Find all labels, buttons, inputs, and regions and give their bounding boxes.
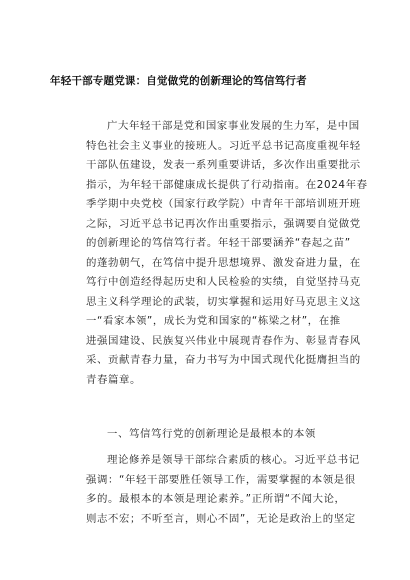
paragraph-line: 之际，习近平总书记再次作出重要指示，强调要自觉做党	[86, 217, 361, 230]
paragraph-line: 进强国建设、民族复兴伟业中展现青春作为、彰显青春风	[86, 334, 361, 347]
paragraph-1	[86, 117, 368, 390]
paragraph-line: 指示，为年轻干部健康成长提供了行动指南。在2024年春	[86, 178, 368, 191]
paragraph-line: 采、贡献青春力量，奋力书写为中国式现代化挺膺担当的	[86, 354, 361, 366]
paragraph-line: 则志不宏；不听至言，则心不固”，无论是政治上的坚定	[86, 512, 356, 525]
document-title: 年轻干部专题党课：自觉做党的创新理论的笃信笃行者	[50, 75, 307, 87]
paragraph-line: 多的。最根本的本领是理论素养。”正所谓“不闻大论，	[86, 493, 346, 505]
paragraph-line: 笃行中创造经得起历史和人民检验的实绩，自觉坚持马克	[86, 276, 361, 288]
paragraph-line: 青春篇章。	[86, 373, 141, 386]
paragraph-line: 强调：“年轻干部要胜任领导工作，需要掌握的本领是很	[86, 473, 356, 486]
paragraph-2	[86, 451, 360, 529]
section-heading: 一、笃信笃行党的创新理论是最根本的本领	[107, 428, 316, 440]
paragraph-line: 干部队伍建设，发表一系列重要讲话，多次作出重要批示	[86, 159, 361, 171]
paragraph-line: 广大年轻干部是党和国家事业发展的生力军，是中国	[107, 120, 360, 132]
paragraph-line: 的创新理论的笃信笃行者。年轻干部要涵养“春起之苗”	[86, 237, 351, 249]
paragraph-line: 一“看家本领”，成长为党和国家的“栋梁之材”，在推	[86, 315, 341, 327]
paragraph-line: 特色社会主义事业的接班人。习近平总书记高度重视年轻	[86, 139, 361, 152]
paragraph-line: 季学期中央党校（国家行政学院）中青年干部培训班开班	[86, 198, 361, 210]
paragraph-line: 理论修养是领导干部综合素质的核心。习近平总书记	[107, 454, 360, 466]
paragraph-line: 的蓬勃朝气，在笃信中提升思想境界、激发奋进力量，在	[86, 256, 361, 269]
paragraph-line: 思主义科学理论的武装，切实掌握和运用好马克思主义这	[86, 295, 361, 308]
